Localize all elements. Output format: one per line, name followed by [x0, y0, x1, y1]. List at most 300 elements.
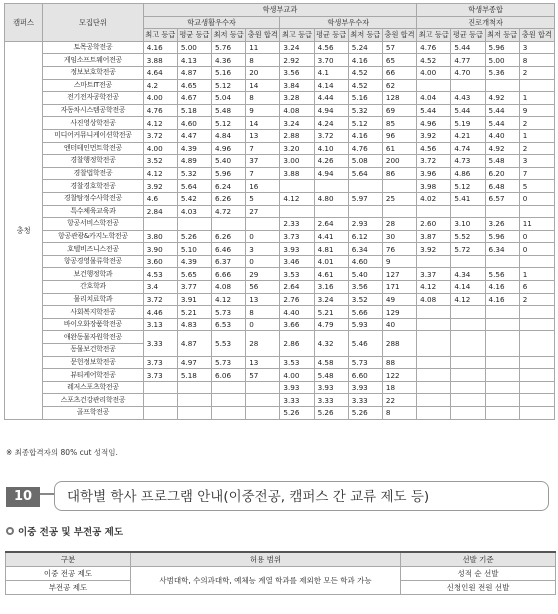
header-career: 진로개척자 — [417, 16, 555, 29]
table-row — [5, 142, 555, 155]
grade-cell — [451, 331, 485, 356]
grade-cell: 4.04 — [417, 92, 451, 105]
metric-header: 최고 등급 — [143, 29, 177, 42]
grade-cell: 5.52 — [451, 230, 485, 243]
section-banner — [6, 481, 551, 513]
grade-cell: 5.53 — [212, 331, 246, 356]
grade-cell: 6.53 — [212, 318, 246, 331]
grade-cell: 5.66 — [348, 306, 382, 319]
program-criteria: 성적 순 선발 — [401, 567, 556, 581]
grade-cell: 5.76 — [212, 41, 246, 54]
grade-cell: 6.66 — [212, 268, 246, 281]
grade-cell: 4.77 — [451, 54, 485, 67]
table-row — [5, 293, 555, 306]
grade-cell: 96 — [382, 129, 416, 142]
grade-cell — [451, 394, 485, 407]
grade-cell — [417, 318, 451, 331]
grade-cell: 3 — [519, 155, 554, 168]
grade-cell: 3.73 — [280, 230, 314, 243]
grade-cell: 2.64 — [314, 218, 348, 231]
program-table-wrapper — [5, 551, 555, 595]
grade-cell — [485, 356, 519, 369]
grade-cell: 5.32 — [177, 167, 211, 180]
grade-cell: 3.10 — [451, 218, 485, 231]
grade-cell: 5.44 — [485, 117, 519, 130]
grade-cell — [314, 205, 348, 218]
table-row — [5, 167, 555, 180]
metric-header: 최저 등급 — [348, 29, 382, 42]
header-school-rec: 학교생활우수자 — [143, 16, 280, 29]
grade-cell: 5.12 — [212, 79, 246, 92]
grade-cell: 5.16 — [212, 66, 246, 79]
grade-cell: 4.34 — [451, 268, 485, 281]
grade-cell: 3.28 — [280, 92, 314, 105]
grade-cell: 4.76 — [348, 142, 382, 155]
grade-cell: 4.92 — [485, 142, 519, 155]
grade-cell: 3.37 — [417, 268, 451, 281]
grade-cell: 2.86 — [280, 331, 314, 356]
grade-cell: 3.4 — [143, 281, 177, 294]
grade-cell — [451, 369, 485, 382]
grade-cell: 0 — [519, 192, 554, 205]
grade-cell: 3.84 — [280, 79, 314, 92]
dept-name: 문헌정보학전공 — [43, 356, 144, 369]
grade-cell: 1 — [519, 129, 554, 142]
grade-cell: 3.53 — [280, 268, 314, 281]
grade-cell — [382, 180, 416, 193]
grade-cell: 3.20 — [280, 142, 314, 155]
grade-cell: 5.44 — [451, 104, 485, 117]
grade-cell: 3.72 — [314, 129, 348, 142]
grade-cell: 127 — [382, 268, 416, 281]
grade-cell: 4.16 — [143, 41, 177, 54]
grade-cell: 65 — [382, 54, 416, 67]
grade-cell: 40 — [382, 318, 416, 331]
grade-cell: 6.24 — [212, 180, 246, 193]
grade-cell: 5.21 — [177, 306, 211, 319]
grade-cell: 5.64 — [348, 167, 382, 180]
program-header-scope: 허용 범위 — [131, 552, 401, 567]
grade-cell: 3.88 — [143, 54, 177, 67]
grade-cell: 3.26 — [485, 218, 519, 231]
grade-cell: 3.33 — [348, 394, 382, 407]
grade-cell: 57 — [246, 369, 280, 382]
grade-cell: 4.00 — [417, 66, 451, 79]
grade-cell: 128 — [382, 92, 416, 105]
grade-cell: 3.33 — [143, 331, 177, 356]
grade-cell: 4.61 — [314, 268, 348, 281]
grade-cell: 3.46 — [280, 255, 314, 268]
grade-cell: 4.64 — [143, 66, 177, 79]
grade-cell: 5.64 — [177, 180, 211, 193]
grade-cell: 4.08 — [212, 281, 246, 294]
grade-cell: 2.76 — [280, 293, 314, 306]
grade-cell: 88 — [382, 356, 416, 369]
grade-cell: 4.83 — [177, 318, 211, 331]
grade-cell: 5.24 — [348, 41, 382, 54]
grade-cell — [417, 79, 451, 92]
grade-cell: 5.93 — [348, 318, 382, 331]
metric-header: 충원 합격 — [246, 29, 280, 42]
grade-cell — [485, 407, 519, 420]
grade-cell — [485, 331, 519, 356]
grade-cell: 4.24 — [314, 117, 348, 130]
grade-cell — [417, 255, 451, 268]
table-row — [5, 92, 555, 105]
dept-name: 스마트IT전공 — [43, 79, 144, 92]
grade-cell — [246, 218, 280, 231]
grade-cell: 5.10 — [177, 243, 211, 256]
grade-cell: 4.96 — [417, 117, 451, 130]
table-row — [5, 369, 555, 382]
grade-cell: 4.13 — [177, 54, 211, 67]
dept-name: 동물보건학전공 — [43, 344, 144, 357]
grade-cell: 37 — [246, 155, 280, 168]
grade-cell: 5.41 — [451, 192, 485, 205]
grade-cell: 5.96 — [485, 230, 519, 243]
grade-cell — [246, 407, 280, 420]
grade-cell — [519, 306, 554, 319]
table-row — [5, 381, 555, 394]
grade-cell: 4.12 — [280, 192, 314, 205]
dept-name: 미디어커뮤니케이션학전공 — [43, 129, 144, 142]
circle-bullet-icon — [6, 527, 14, 535]
grade-cell — [177, 218, 211, 231]
grade-cell: 3.16 — [314, 281, 348, 294]
footnote: ※ 최종합격자의 80% cut 성적임. — [6, 448, 118, 457]
table-row — [5, 281, 555, 294]
grade-cell: 3.24 — [280, 117, 314, 130]
grade-cell — [314, 180, 348, 193]
grade-cell: 3.92 — [143, 180, 177, 193]
grade-cell — [519, 318, 554, 331]
grade-cell: 3.80 — [143, 230, 177, 243]
grade-cell: 2 — [519, 66, 554, 79]
table-row — [5, 192, 555, 205]
grade-cell: 5.26 — [280, 407, 314, 420]
section-number: 10 — [6, 487, 40, 507]
grade-cell: 8 — [519, 54, 554, 67]
grade-cell: 4.43 — [451, 92, 485, 105]
grade-cell: 49 — [382, 293, 416, 306]
dept-name: 토목공학전공 — [43, 41, 144, 54]
grade-cell: 4.81 — [314, 243, 348, 256]
grade-cell: 5.12 — [451, 180, 485, 193]
dept-name: 레저스포츠학전공 — [43, 381, 144, 394]
grade-cell: 129 — [382, 306, 416, 319]
metric-header: 충원 합격 — [519, 29, 554, 42]
grade-cell: 4.00 — [280, 369, 314, 382]
grade-cell: 3.88 — [280, 167, 314, 180]
table-row — [5, 230, 555, 243]
grade-cell: 4.03 — [177, 205, 211, 218]
grade-cell: 6.26 — [212, 192, 246, 205]
grade-cell: 4.26 — [314, 155, 348, 168]
dept-name: 호텔비즈니스전공 — [43, 243, 144, 256]
table-row — [5, 41, 555, 54]
program-header-row — [6, 552, 556, 567]
dept-name: 애완동물자원학전공 — [43, 331, 144, 344]
grade-cell: 4.10 — [314, 142, 348, 155]
dept-name: 특수체육교육과 — [43, 205, 144, 218]
metric-header: 최고 등급 — [280, 29, 314, 42]
grade-cell: 3.24 — [314, 293, 348, 306]
grade-cell: 5.73 — [212, 306, 246, 319]
grade-cell: 4.53 — [143, 268, 177, 281]
grade-cell — [280, 180, 314, 193]
dept-name: 보건행정학과 — [43, 268, 144, 281]
grade-cell: 3.73 — [143, 356, 177, 369]
grade-cell: 4.52 — [348, 66, 382, 79]
grade-cell — [451, 79, 485, 92]
grade-cell — [485, 255, 519, 268]
grade-cell: 4.74 — [451, 142, 485, 155]
table-row — [5, 180, 555, 193]
section-title: 대학별 학사 프로그램 안내(이중전공, 캠퍼스 간 교류 제도 등) — [54, 481, 549, 511]
grade-cell: 3.00 — [280, 155, 314, 168]
grade-cell: 3.60 — [143, 255, 177, 268]
metric-header: 최고 등급 — [417, 29, 451, 42]
grade-cell — [485, 381, 519, 394]
dept-name: 스포츠건강관리학전공 — [43, 394, 144, 407]
grade-cell: 4.73 — [451, 155, 485, 168]
grade-cell: 3 — [246, 243, 280, 256]
grade-cell: 4.16 — [348, 54, 382, 67]
grade-cell — [519, 331, 554, 356]
grade-cell: 9 — [382, 255, 416, 268]
grade-cell — [212, 394, 246, 407]
grade-cell: 5.96 — [212, 167, 246, 180]
grade-cell: 5.04 — [212, 92, 246, 105]
dept-name: 전기전자공학전공 — [43, 92, 144, 105]
grade-cell — [348, 205, 382, 218]
grade-cell — [519, 356, 554, 369]
grade-cell: 4.36 — [212, 54, 246, 67]
grade-cell: 4.12 — [212, 293, 246, 306]
table-row — [5, 318, 555, 331]
grade-cell: 4.76 — [417, 41, 451, 54]
grade-cell: 9 — [246, 104, 280, 117]
grade-cell — [143, 381, 177, 394]
grade-cell — [451, 407, 485, 420]
grade-cell: 5.65 — [177, 268, 211, 281]
metric-header: 충원 합격 — [382, 29, 416, 42]
grade-cell — [212, 407, 246, 420]
grade-cell: 2.33 — [280, 218, 314, 231]
grade-cell — [177, 394, 211, 407]
admission-grades-table — [4, 3, 555, 420]
grade-cell: 4.39 — [177, 255, 211, 268]
grade-cell: 3.13 — [143, 318, 177, 331]
dept-name: 항공관광&카지노학전공 — [43, 230, 144, 243]
table-row — [5, 356, 555, 369]
grade-cell: 5.00 — [177, 41, 211, 54]
grade-cell — [451, 205, 485, 218]
grade-cell: 13 — [246, 356, 280, 369]
grade-cell: 0 — [246, 230, 280, 243]
grade-cell: 25 — [382, 192, 416, 205]
grade-cell: 3.93 — [314, 381, 348, 394]
grade-cell: 5.40 — [212, 155, 246, 168]
table-row — [5, 243, 555, 256]
campus-cell: 충청 — [5, 41, 43, 419]
grade-cell: 200 — [382, 155, 416, 168]
grade-cell: 4.40 — [280, 306, 314, 319]
grade-cell: 7 — [246, 167, 280, 180]
grade-cell: 5.72 — [451, 243, 485, 256]
dept-name: 간호학과 — [43, 281, 144, 294]
grade-cell — [280, 205, 314, 218]
grade-cell: 5 — [246, 192, 280, 205]
program-header-type: 구분 — [6, 552, 131, 567]
grade-cell: 4.44 — [314, 92, 348, 105]
grade-cell: 5.44 — [417, 104, 451, 117]
grade-cell: 0 — [519, 243, 554, 256]
grade-cell: 3.56 — [348, 281, 382, 294]
grade-cell: 5.16 — [348, 92, 382, 105]
dept-name: 경찰탐정수사학전공 — [43, 192, 144, 205]
grade-cell: 29 — [246, 268, 280, 281]
dept-name: 정보보호학전공 — [43, 66, 144, 79]
grade-cell: 3.73 — [143, 369, 177, 382]
grade-cell: 2.88 — [280, 129, 314, 142]
grade-cell — [485, 369, 519, 382]
grades-body — [5, 41, 555, 419]
table-row — [5, 268, 555, 281]
table-row — [5, 117, 555, 130]
grade-cell: 4.94 — [314, 167, 348, 180]
grade-cell: 4.46 — [143, 306, 177, 319]
grade-cell: 6.34 — [348, 243, 382, 256]
grade-cell: 3.66 — [280, 318, 314, 331]
grade-cell: 13 — [246, 293, 280, 306]
grade-cell: 4.21 — [451, 129, 485, 142]
grade-cell: 5.36 — [485, 66, 519, 79]
grade-cell: 4.76 — [143, 104, 177, 117]
grade-cell: 4.94 — [314, 104, 348, 117]
grade-cell: 5.18 — [177, 369, 211, 382]
grade-cell: 5.08 — [348, 155, 382, 168]
grade-cell: 4.08 — [280, 104, 314, 117]
grade-cell: 6.34 — [485, 243, 519, 256]
grade-cell: 4.32 — [314, 331, 348, 356]
grade-cell: 4.97 — [177, 356, 211, 369]
grade-cell: 8 — [246, 92, 280, 105]
grade-cell — [417, 331, 451, 356]
table-row — [5, 129, 555, 142]
program-type: 이중 전공 제도 — [6, 567, 131, 581]
grade-cell — [519, 394, 554, 407]
grade-cell — [246, 381, 280, 394]
grade-cell: 4.12 — [143, 167, 177, 180]
grade-cell: 8 — [246, 306, 280, 319]
grade-cell — [348, 180, 382, 193]
grade-cell: 9 — [519, 104, 554, 117]
grade-cell: 6.60 — [348, 369, 382, 382]
program-criteria: 신청인원 전원 선발 — [401, 581, 556, 595]
grade-cell: 4.16 — [348, 129, 382, 142]
grade-cell: 4.80 — [314, 192, 348, 205]
grade-cell — [485, 318, 519, 331]
grade-cell: 4.14 — [451, 281, 485, 294]
grade-cell: 3.93 — [348, 381, 382, 394]
program-scope: 사범대학, 수의과대학, 예체능 계열 학과를 제외한 모든 학과 가능 — [131, 567, 401, 595]
admission-grades-table-wrapper — [4, 3, 555, 420]
table-row — [5, 155, 555, 168]
grade-cell: 66 — [382, 66, 416, 79]
grade-cell: 4.72 — [212, 205, 246, 218]
grade-cell: 62 — [382, 79, 416, 92]
grade-cell: 4.58 — [314, 356, 348, 369]
header-unit: 모집단위 — [43, 4, 144, 42]
grade-cell — [417, 356, 451, 369]
grade-cell: 18 — [382, 381, 416, 394]
grade-cell: 4.56 — [417, 142, 451, 155]
grade-cell: 5.73 — [212, 356, 246, 369]
grade-cell: 85 — [382, 117, 416, 130]
dept-name: 경찰행정학전공 — [43, 155, 144, 168]
grade-cell: 3.72 — [143, 129, 177, 142]
grade-cell: 4.12 — [451, 293, 485, 306]
grade-cell: 4.40 — [485, 129, 519, 142]
grade-cell: 5.00 — [485, 54, 519, 67]
grade-cell: 2.93 — [348, 218, 382, 231]
grade-cell: 8 — [246, 54, 280, 67]
metric-header: 평균 등급 — [451, 29, 485, 42]
grade-cell — [451, 356, 485, 369]
grade-cell: 6.46 — [212, 243, 246, 256]
grade-cell: 2.64 — [280, 281, 314, 294]
table-row — [5, 306, 555, 319]
grade-cell: 4.16 — [485, 281, 519, 294]
grade-cell: 288 — [382, 331, 416, 356]
grade-cell: 4.47 — [177, 129, 211, 142]
grade-cell: 4.00 — [143, 142, 177, 155]
grade-cell: 76 — [382, 243, 416, 256]
grade-cell: 5.44 — [451, 41, 485, 54]
grade-cell: 3.52 — [143, 155, 177, 168]
grade-cell — [143, 394, 177, 407]
grade-cell: 3.98 — [417, 180, 451, 193]
grade-cell: 5.21 — [314, 306, 348, 319]
grade-cell: 5.48 — [485, 155, 519, 168]
dept-name: 골프학전공 — [43, 407, 144, 420]
grade-cell: 5 — [519, 180, 554, 193]
grade-cell — [519, 381, 554, 394]
grade-cell: 4.87 — [177, 66, 211, 79]
metric-header: 평균 등급 — [177, 29, 211, 42]
grade-cell — [382, 205, 416, 218]
grade-cell — [143, 407, 177, 420]
grade-cell: 3.90 — [143, 243, 177, 256]
grade-cell: 27 — [246, 205, 280, 218]
grade-cell: 6.57 — [485, 192, 519, 205]
grade-cell: 4.39 — [177, 142, 211, 155]
grade-cell: 5.40 — [348, 268, 382, 281]
grade-cell — [519, 79, 554, 92]
grade-cell: 61 — [382, 142, 416, 155]
program-type: 부전공 제도 — [6, 581, 131, 595]
grade-cell: 28 — [382, 218, 416, 231]
grade-cell — [212, 381, 246, 394]
grade-cell: 5.12 — [348, 117, 382, 130]
grade-cell: 5.48 — [212, 104, 246, 117]
grade-cell: 14 — [246, 79, 280, 92]
grade-cell: 4.6 — [143, 192, 177, 205]
grade-cell: 20 — [246, 66, 280, 79]
table-row — [5, 407, 555, 420]
grade-cell: 5.56 — [485, 268, 519, 281]
